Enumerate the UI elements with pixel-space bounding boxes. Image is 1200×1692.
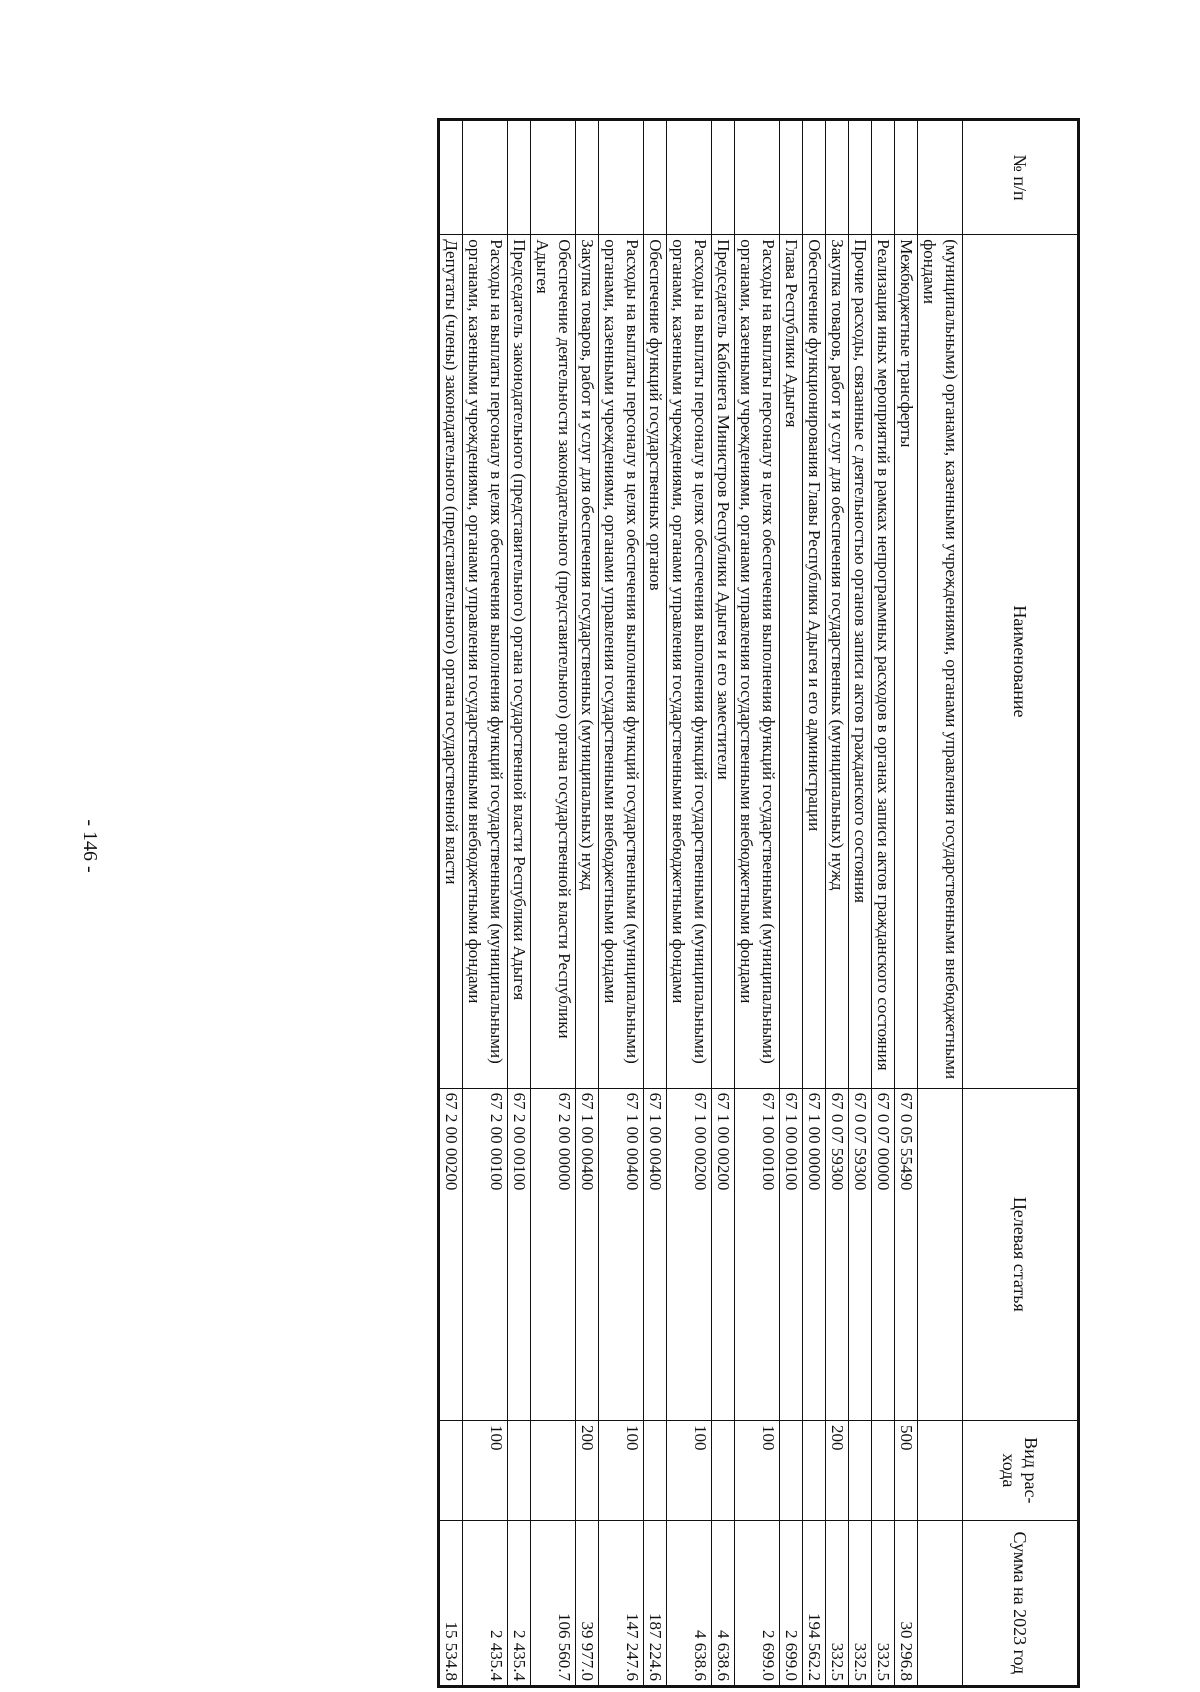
cell-kind: [780, 1421, 803, 1521]
table-row: [826, 120, 849, 1687]
table-row: [780, 120, 803, 1687]
cell-code: 67 0 07 59300: [849, 1088, 872, 1420]
cell-sum: 332.5: [826, 1520, 849, 1686]
cell-num: [508, 120, 531, 235]
table-row: [918, 120, 963, 1687]
table-row: [895, 120, 918, 1687]
table-row: [803, 120, 826, 1687]
cell-kind: [712, 1421, 735, 1521]
cell-code: 67 2 00 00200: [439, 1088, 463, 1420]
table-body: [439, 120, 963, 1687]
cell-num: [667, 120, 712, 235]
cell-sum: 4 638.6: [667, 1520, 712, 1686]
cell-num: [599, 120, 644, 235]
table-row: [644, 120, 667, 1687]
rotated-page: [130, 118, 1080, 1688]
cell-code: 67 1 00 00400: [576, 1088, 599, 1420]
cell-name: Реализация иных мероприятий в рамках непрограммных расходов в органах записи актов гражданского состояния: [872, 235, 895, 1088]
cell-num: [895, 120, 918, 235]
table-row: [735, 120, 780, 1687]
cell-sum: 2 435.4: [463, 1520, 508, 1686]
cell-name: Расходы на выплаты персоналу в целях обеспечения выполнения функций государственными (муниципальными) органами, казенными учреждениями, органами управления государственными внебюджетными фондами: [667, 235, 712, 1088]
cell-code: 67 0 07 00000: [872, 1088, 895, 1420]
cell-sum: 2 699.0: [735, 1520, 780, 1686]
cell-sum: 15 534.8: [439, 1520, 463, 1686]
cell-kind: [508, 1421, 531, 1521]
cell-kind: [803, 1421, 826, 1521]
table-row: [531, 120, 576, 1687]
cell-code: 67 1 00 00200: [667, 1088, 712, 1420]
cell-sum: 332.5: [849, 1520, 872, 1686]
table-row: [508, 120, 531, 1687]
page-number: - 146 -: [79, 819, 101, 873]
cell-num: [735, 120, 780, 235]
cell-num: [531, 120, 576, 235]
cell-num: [644, 120, 667, 235]
cell-kind: 100: [735, 1421, 780, 1521]
cell-kind: 100: [463, 1421, 508, 1521]
cell-name: Обеспечение деятельности законодательного (представительного) органа государственной власти Республики Адыгея: [531, 235, 576, 1088]
cell-name: Расходы на выплаты персоналу в целях обеспечения выполнения функций государственными (муниципальными) органами, казенными учреждениями, органами управления государственными внебюджетными фондами: [735, 235, 780, 1088]
table-row: [463, 120, 508, 1687]
budget-table: [437, 118, 1080, 1688]
cell-code: 67 1 00 00400: [599, 1088, 644, 1420]
cell-code: 67 1 00 00000: [803, 1088, 826, 1420]
cell-name: Депутаты (члены) законодательного (представительного) органа государственной власти: [439, 235, 463, 1088]
cell-name: Прочие расходы, связанные с деятельностью органов записи актов гражданского состояния: [849, 235, 872, 1088]
cell-num: [849, 120, 872, 235]
cell-kind: [849, 1421, 872, 1521]
cell-code: 67 1 00 00400: [644, 1088, 667, 1420]
cell-num: [576, 120, 599, 235]
cell-name: (муниципальными) органами, казенными учреждениями, органами управления государственными внебюджетными фондами: [918, 235, 963, 1088]
cell-name: Межбюджетные трансферты: [895, 235, 918, 1088]
table-row: [439, 120, 463, 1687]
cell-name: Обеспечение функционирования Главы Республики Адыгея и его администрации: [803, 235, 826, 1088]
cell-sum: 187 224.6: [644, 1520, 667, 1686]
cell-sum: 2 435.4: [508, 1520, 531, 1686]
cell-kind: 100: [599, 1421, 644, 1521]
cell-name: Закупка товаров, работ и услуг для обеспечения государственных (муниципальных) нужд: [576, 235, 599, 1088]
cell-sum: 106 560.7: [531, 1520, 576, 1686]
table-row: [872, 120, 895, 1687]
table-row: [667, 120, 712, 1687]
cell-num: [439, 120, 463, 235]
cell-kind: 100: [667, 1421, 712, 1521]
table-row: [712, 120, 735, 1687]
table-row: [599, 120, 644, 1687]
cell-sum: 194 562.2: [803, 1520, 826, 1686]
cell-sum: 4 638.6: [712, 1520, 735, 1686]
cell-code: 67 0 05 55490: [895, 1088, 918, 1420]
cell-sum: 39 977.0: [576, 1520, 599, 1686]
cell-num: [780, 120, 803, 235]
cell-num: [463, 120, 508, 235]
cell-num: [712, 120, 735, 235]
cell-code: 67 2 00 00100: [463, 1088, 508, 1420]
cell-name: Председатель законодательного (представительного) органа государственной власти Республики Адыгея: [508, 235, 531, 1088]
cell-name: Закупка товаров, работ и услуг для обеспечения государственных (муниципальных) нужд: [826, 235, 849, 1088]
cell-kind: [531, 1421, 576, 1521]
cell-code: 67 2 00 00100: [508, 1088, 531, 1420]
cell-name: Глава Республики Адыгея: [780, 235, 803, 1088]
header-num: № п/п: [963, 120, 1079, 235]
cell-kind: [439, 1421, 463, 1521]
cell-code: 67 2 00 00000: [531, 1088, 576, 1420]
cell-kind: 500: [895, 1421, 918, 1521]
cell-num: [872, 120, 895, 235]
cell-sum: [918, 1520, 963, 1686]
cell-sum: 2 699.0: [780, 1520, 803, 1686]
table-header-row: [963, 120, 1079, 1687]
cell-name: Обеспечение функций государственных органов: [644, 235, 667, 1088]
cell-num: [803, 120, 826, 235]
table-row: [849, 120, 872, 1687]
cell-name: Председатель Кабинета Министров Республики Адыгея и его заместители: [712, 235, 735, 1088]
cell-code: 67 1 00 00100: [735, 1088, 780, 1420]
cell-sum: 30 296.8: [895, 1520, 918, 1686]
cell-kind: [644, 1421, 667, 1521]
header-kind: Вид рас-хода: [963, 1421, 1079, 1521]
cell-num: [918, 120, 963, 235]
cell-sum: 147 247.6: [599, 1520, 644, 1686]
cell-kind: [918, 1421, 963, 1521]
cell-kind: 200: [576, 1421, 599, 1521]
cell-code: 67 1 00 00100: [780, 1088, 803, 1420]
cell-name: Расходы на выплаты персоналу в целях обеспечения выполнения функций государственными (муниципальными) органами, казенными учреждениями, органами управления государственными внебюджетными фондами: [463, 235, 508, 1088]
cell-kind: 200: [826, 1421, 849, 1521]
cell-code: 67 1 00 00200: [712, 1088, 735, 1420]
cell-kind: [872, 1421, 895, 1521]
header-name: Наименование: [963, 235, 1079, 1088]
table-row: [576, 120, 599, 1687]
cell-num: [826, 120, 849, 235]
cell-code: [918, 1088, 963, 1420]
header-sum: Сумма на 2023 год: [963, 1520, 1079, 1686]
header-code: Целевая статья: [963, 1088, 1079, 1420]
cell-name: Расходы на выплаты персоналу в целях обеспечения выполнения функций государственными (муниципальными) органами, казенными учреждениями, органами управления государственными внебюджетными фондами: [599, 235, 644, 1088]
cell-sum: 332.5: [872, 1520, 895, 1686]
cell-code: 67 0 07 59300: [826, 1088, 849, 1420]
